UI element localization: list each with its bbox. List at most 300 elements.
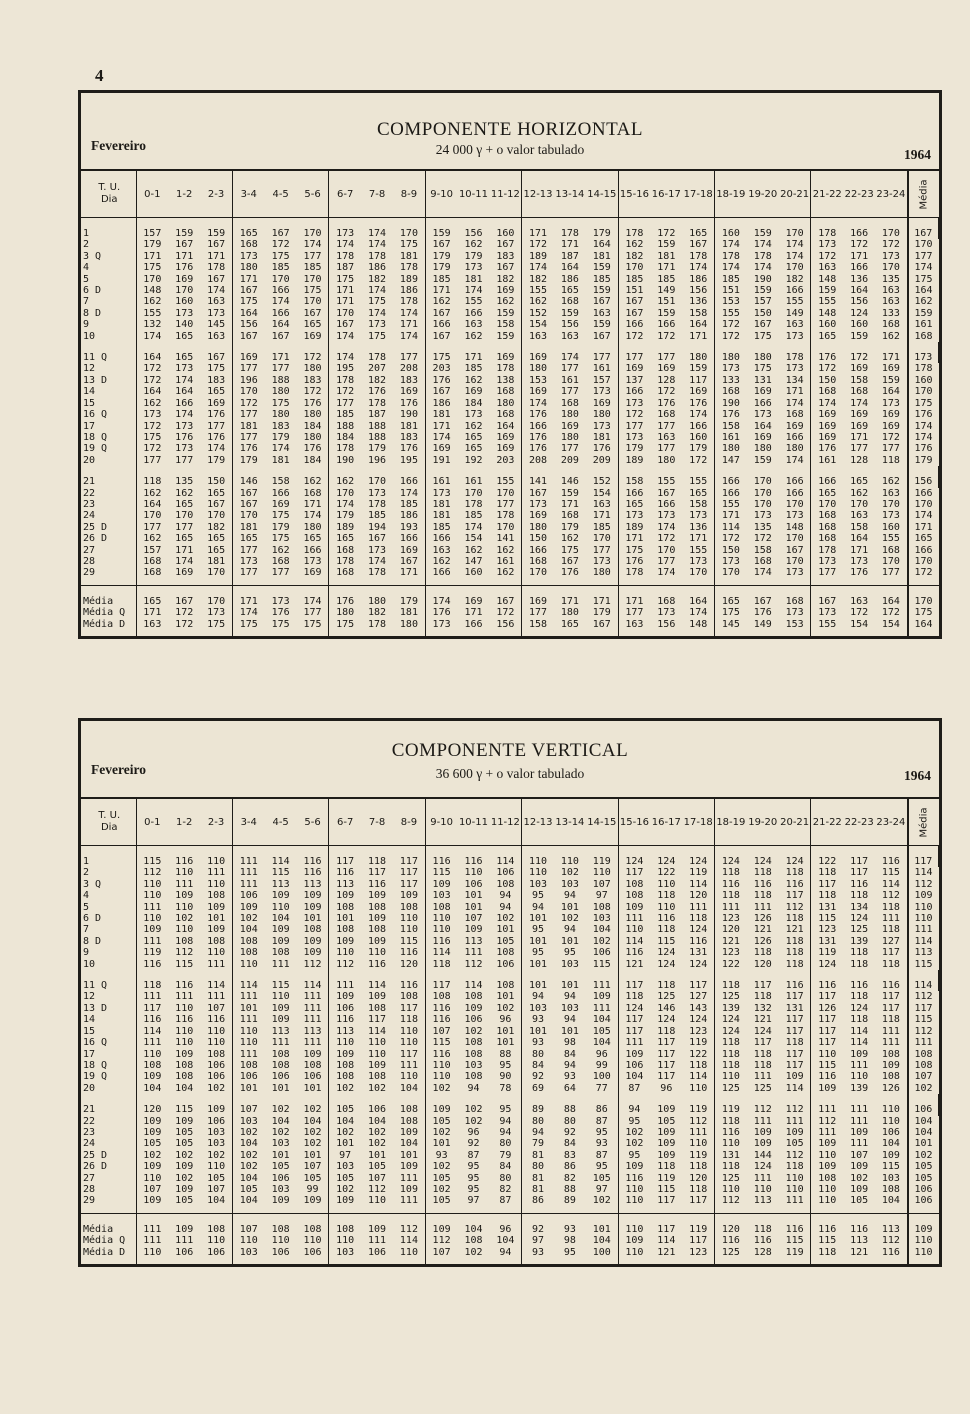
value-cell: 154	[528, 319, 548, 331]
value-cell: 175	[297, 619, 329, 636]
value-cell: 109	[143, 1115, 162, 1127]
hour-header: 15-16	[618, 171, 650, 218]
value-cell: 159	[200, 218, 232, 240]
day-label: 22	[81, 1116, 136, 1127]
value-cell: 163	[200, 296, 232, 307]
hour-header: 5-6	[297, 799, 329, 846]
daily-mean-cell: 175	[908, 274, 939, 285]
day-row	[81, 432, 939, 443]
value-cell: 175	[560, 544, 579, 556]
value-cell: 103	[881, 1172, 900, 1184]
value-cell: 118	[753, 890, 772, 902]
value-cell: 144	[753, 1149, 772, 1161]
value-cell: 111	[625, 913, 644, 925]
value-cell: 176	[271, 607, 290, 619]
value-cell: 160	[175, 296, 194, 308]
value-cell: 173	[368, 544, 387, 556]
value-cell: 180	[721, 352, 740, 364]
value-cell: 170	[297, 274, 329, 285]
value-cell: 118	[753, 1048, 772, 1060]
daily-mean-cell: 170	[908, 386, 939, 397]
value-cell: 110	[271, 1235, 290, 1247]
value-cell: 111	[850, 1059, 869, 1071]
value-cell: 110	[721, 1138, 740, 1150]
value-cell: 118	[850, 1014, 869, 1026]
value-cell: 108	[200, 936, 232, 947]
day-row	[81, 1150, 939, 1161]
value-cell: 189	[625, 454, 644, 466]
value-cell: 132	[753, 1002, 772, 1014]
day-row	[81, 1083, 939, 1094]
day-label: 11 Q	[81, 970, 136, 991]
value-cell: 115	[657, 935, 676, 947]
value-cell: 174	[336, 239, 355, 251]
value-cell: 173	[586, 386, 618, 397]
value-cell: 116	[143, 958, 162, 970]
value-cell: 177	[881, 443, 900, 455]
value-cell: 113	[875, 1213, 907, 1235]
value-cell: 101	[239, 1002, 258, 1014]
value-cell: 174	[818, 397, 837, 409]
value-cell: 175	[200, 363, 232, 374]
value-cell: 167	[239, 498, 258, 510]
value-cell: 177	[818, 567, 837, 579]
value-cell: 95	[467, 1172, 480, 1184]
value-cell: 163	[881, 487, 900, 499]
value-cell: 110	[881, 1115, 900, 1127]
value-cell: 176	[297, 398, 329, 409]
value-cell: 107	[143, 1183, 162, 1195]
value-cell: 177	[490, 499, 522, 510]
value-cell: 173	[143, 409, 162, 421]
value-cell: 118	[779, 1161, 811, 1172]
value-cell: 159	[586, 285, 618, 296]
value-cell: 154	[464, 533, 483, 545]
day-row	[81, 556, 939, 567]
value-cell: 109	[850, 1183, 869, 1195]
value-cell: 159	[682, 363, 714, 374]
data-grid	[81, 171, 939, 636]
value-cell: 115	[779, 1235, 811, 1246]
value-cell: 104	[336, 1115, 355, 1127]
value-cell: 108	[464, 1235, 483, 1247]
value-cell: 102	[560, 867, 579, 879]
value-cell: 167	[368, 533, 387, 545]
value-cell: 105	[432, 1172, 451, 1184]
value-cell: 174	[239, 607, 258, 619]
value-cell: 174	[657, 521, 676, 533]
value-cell: 178	[818, 544, 837, 556]
value-cell: 184	[336, 431, 355, 443]
value-cell: 158	[850, 521, 869, 533]
hour-header: 1-2	[168, 799, 200, 846]
value-cell: 169	[297, 331, 329, 342]
value-cell: 180	[753, 443, 772, 455]
value-cell: 118	[721, 867, 740, 879]
value-cell: 112	[464, 958, 483, 970]
value-cell: 184	[464, 397, 483, 409]
value-cell: 109	[432, 1104, 451, 1116]
value-cell: 119	[721, 1104, 740, 1116]
day-row	[81, 902, 939, 913]
value-cell: 177	[239, 431, 258, 443]
year-label: 1964	[904, 768, 931, 783]
value-cell: 134	[850, 901, 869, 913]
value-cell: 107	[232, 1213, 264, 1235]
horizontal-component-table	[78, 90, 942, 639]
value-cell: 118	[657, 890, 676, 902]
value-cell: 84	[563, 1048, 576, 1060]
value-cell: 101	[271, 1149, 290, 1161]
value-cell: 109	[297, 902, 329, 913]
value-cell: 167	[271, 228, 290, 239]
value-cell: 118	[393, 1014, 425, 1025]
value-cell: 118	[721, 1161, 740, 1173]
value-cell: 105	[368, 1161, 387, 1173]
value-cell: 116	[753, 878, 772, 890]
value-cell: 105	[586, 1026, 618, 1037]
value-cell: 102	[432, 1183, 451, 1195]
value-cell: 118	[753, 947, 772, 959]
value-cell: 164	[850, 285, 869, 297]
value-cell: 147	[721, 454, 740, 466]
value-cell: 101	[528, 980, 548, 992]
value-cell: 109	[464, 1002, 483, 1014]
value-cell: 176	[657, 397, 676, 409]
value-cell: 161	[818, 454, 837, 466]
value-cell: 155	[779, 296, 811, 307]
day-label: 26 D	[81, 533, 136, 544]
daily-mean-cell: 113	[908, 947, 939, 958]
value-cell: 108	[200, 1049, 232, 1060]
value-cell: 102	[368, 1138, 387, 1150]
value-cell: 106	[200, 1116, 232, 1127]
value-cell: 111	[625, 1037, 644, 1049]
value-cell: 111	[850, 1104, 869, 1116]
value-cell: 179	[200, 455, 232, 466]
value-cell: 165	[175, 498, 194, 510]
value-cell: 115	[271, 867, 290, 879]
day-row	[81, 970, 939, 991]
value-cell: 174	[368, 555, 387, 567]
value-cell: 109	[779, 1071, 811, 1082]
value-cell: 111	[753, 1071, 772, 1083]
value-cell: 109	[425, 1213, 457, 1235]
value-cell: 167	[336, 319, 355, 331]
value-cell: 111	[682, 902, 714, 913]
daily-mean-cell: 176	[908, 443, 939, 454]
value-cell: 115	[432, 1037, 451, 1049]
value-cell: 101	[490, 1037, 522, 1048]
value-cell: 94	[531, 901, 545, 913]
value-cell: 105	[336, 1104, 355, 1116]
value-cell: 163	[464, 319, 483, 331]
table-subtitle: 24 000 γ + o valor tabulado	[435, 142, 585, 157]
value-cell: 110	[175, 1037, 194, 1049]
value-cell: 105	[586, 1173, 618, 1184]
value-cell: 134	[779, 375, 811, 386]
value-cell: 109	[143, 1161, 162, 1173]
day-label: 7	[81, 924, 136, 935]
value-cell: 163	[143, 618, 162, 630]
value-cell: 105	[779, 1138, 811, 1149]
value-cell: 186	[560, 273, 579, 285]
value-cell: 117	[682, 1195, 714, 1213]
value-cell: 114	[297, 970, 329, 991]
value-cell: 109	[271, 935, 290, 947]
value-cell: 169	[560, 420, 579, 432]
value-cell: 108	[143, 1059, 162, 1071]
value-cell: 107	[432, 1025, 451, 1037]
value-cell: 111	[143, 1037, 162, 1049]
value-cell: 113	[464, 935, 483, 947]
value-cell: 119	[818, 947, 837, 959]
value-cell: 170	[779, 262, 811, 273]
value-cell: 182	[490, 274, 522, 285]
value-cell: 107	[368, 1172, 387, 1184]
value-cell: 108	[625, 878, 644, 890]
day-row	[81, 319, 939, 330]
value-cell: 175	[143, 262, 162, 274]
value-cell: 179	[464, 250, 483, 262]
mean-row	[81, 585, 939, 607]
value-cell: 165	[464, 431, 483, 443]
value-cell: 168	[560, 510, 579, 522]
day-label: 27	[81, 545, 136, 556]
value-cell: 98	[563, 1037, 576, 1049]
value-cell: 124	[682, 846, 714, 868]
value-cell: 109	[881, 1059, 900, 1071]
value-cell: 113	[271, 1025, 290, 1037]
value-cell: 104	[457, 1213, 489, 1235]
value-cell: 169	[818, 420, 837, 432]
value-cell: 162	[143, 533, 162, 545]
value-cell: 189	[528, 250, 548, 262]
value-cell: 125	[721, 1172, 740, 1184]
value-cell: 111	[881, 1037, 900, 1049]
value-cell: 178	[336, 555, 355, 567]
value-cell: 115	[143, 856, 162, 867]
day-label: 3 Q	[81, 879, 136, 890]
value-cell: 176	[329, 585, 361, 607]
value-cell: 182	[368, 374, 387, 386]
value-cell: 178	[560, 228, 579, 239]
value-cell: 108	[271, 1059, 290, 1071]
value-cell: 175	[239, 618, 258, 630]
value-cell: 82	[490, 1184, 522, 1195]
value-cell: 162	[625, 239, 644, 251]
value-cell: 110	[175, 924, 194, 936]
day-label: 6 D	[81, 285, 136, 296]
value-cell: 110	[779, 1173, 811, 1184]
value-cell: 173	[657, 510, 676, 522]
value-cell: 171	[586, 585, 618, 607]
value-cell: 116	[811, 1213, 843, 1235]
value-cell: 177	[393, 342, 425, 363]
value-cell: 176	[393, 443, 425, 454]
value-cell: 114	[779, 1083, 811, 1094]
value-cell: 113	[850, 1235, 869, 1247]
day-row	[81, 1184, 939, 1195]
value-cell: 94	[490, 1127, 522, 1138]
value-cell: 166	[432, 533, 451, 545]
value-cell: 113	[271, 878, 290, 890]
value-cell: 114	[368, 980, 387, 992]
value-cell: 170	[200, 567, 232, 585]
value-cell: 108	[336, 1059, 355, 1071]
value-cell: 166	[464, 618, 483, 630]
value-cell: 172	[143, 363, 162, 375]
value-cell: 111	[239, 867, 258, 879]
value-cell: 101	[560, 1025, 579, 1037]
day-label: 11 Q	[81, 342, 136, 363]
value-cell: 165	[818, 487, 837, 499]
day-row	[81, 1003, 939, 1014]
value-cell: 180	[271, 409, 290, 421]
value-cell: 163	[586, 499, 618, 510]
value-cell: 118	[682, 1161, 714, 1172]
value-cell: 131	[818, 901, 837, 913]
value-cell: 105	[175, 1195, 194, 1207]
value-cell: 101	[464, 901, 483, 913]
value-cell: 112	[779, 1094, 811, 1115]
value-cell: 114	[368, 1025, 387, 1037]
value-cell: 174	[368, 285, 387, 297]
value-cell: 172	[657, 533, 676, 545]
value-cell: 101	[528, 1025, 548, 1037]
value-cell: 150	[200, 466, 232, 487]
value-cell: 209	[560, 454, 579, 466]
value-cell: 176	[175, 262, 194, 274]
daily-mean-cell: 174	[908, 421, 939, 432]
day-label: 8 D	[81, 308, 136, 319]
value-cell: 185	[297, 262, 329, 273]
value-cell: 95	[531, 890, 545, 902]
value-cell: 131	[779, 1003, 811, 1014]
value-cell: 171	[554, 585, 586, 607]
value-cell: 109	[393, 1161, 425, 1172]
value-cell: 111	[200, 959, 232, 970]
value-cell: 169	[490, 443, 522, 454]
value-cell: 177	[200, 421, 232, 432]
value-cell: 167	[200, 342, 232, 363]
value-cell: 117	[368, 867, 387, 879]
value-cell: 115	[657, 1183, 676, 1195]
value-cell: 173	[432, 618, 451, 630]
value-cell: 110	[393, 924, 425, 935]
value-cell: 111	[779, 1195, 811, 1213]
value-cell: 112	[818, 1115, 837, 1127]
value-cell: 170	[881, 555, 900, 567]
value-cell: 111	[818, 1126, 837, 1138]
value-cell: 136	[682, 522, 714, 533]
value-cell: 182	[368, 273, 387, 285]
value-cell: 112	[881, 890, 900, 902]
value-cell: 175	[271, 510, 290, 522]
value-cell: 108	[265, 1213, 297, 1235]
value-cell: 110	[657, 901, 676, 913]
value-cell: 109	[297, 890, 329, 901]
day-label: 21	[81, 466, 136, 487]
daily-mean-cell: 166	[908, 545, 939, 556]
value-cell: 162	[143, 487, 162, 499]
value-cell: 116	[657, 913, 676, 925]
value-cell: 162	[143, 397, 162, 409]
value-cell: 125	[721, 1082, 740, 1094]
value-cell: 104	[881, 1195, 900, 1207]
value-cell: 118	[721, 1059, 740, 1071]
value-cell: 116	[779, 970, 811, 991]
value-cell: 93	[531, 1246, 545, 1258]
value-cell: 86	[531, 1195, 545, 1207]
value-cell: 173	[779, 363, 811, 374]
value-cell: 171	[850, 250, 869, 262]
day-label: 2	[81, 239, 136, 250]
value-cell: 165	[200, 386, 232, 397]
value-cell: 105	[175, 1126, 194, 1138]
value-cell: 179	[393, 585, 425, 607]
hour-header: 23-24	[875, 171, 907, 218]
value-cell: 103	[464, 1059, 483, 1071]
value-cell: 99	[586, 1060, 618, 1071]
daily-mean-cell: 105	[908, 1173, 939, 1184]
value-cell: 118	[850, 947, 869, 959]
value-cell: 140	[175, 319, 194, 331]
value-cell: 110	[143, 1048, 162, 1060]
value-cell: 104	[586, 1037, 618, 1048]
value-cell: 187	[368, 409, 387, 421]
value-cell: 174	[200, 443, 232, 454]
value-cell: 97	[586, 890, 618, 901]
value-cell: 174	[682, 262, 714, 273]
value-cell: 110	[625, 1246, 644, 1258]
value-cell: 111	[393, 1060, 425, 1071]
hour-header: 10-11	[457, 799, 489, 846]
value-cell: 182	[528, 273, 548, 285]
value-cell: 106	[464, 878, 483, 890]
value-cell: 181	[432, 510, 451, 522]
value-cell: 187	[560, 250, 579, 262]
hour-header: 22-23	[843, 171, 875, 218]
value-cell: 124	[779, 846, 811, 868]
day-label: 19 Q	[81, 1071, 136, 1082]
value-cell: 167	[271, 330, 290, 342]
value-cell: 111	[297, 1014, 329, 1025]
value-cell: 111	[271, 958, 290, 970]
daily-mean-cell: 159	[908, 308, 939, 319]
value-cell: 178	[625, 228, 644, 239]
value-cell: 103	[271, 1138, 290, 1150]
value-cell: 114	[143, 1025, 162, 1037]
value-cell: 110	[336, 947, 355, 959]
value-cell: 177	[850, 443, 869, 455]
month-label: Fevereiro	[91, 138, 146, 153]
value-cell: 109	[336, 890, 355, 902]
value-cell: 118	[818, 1246, 837, 1258]
value-cell: 150	[753, 307, 772, 319]
value-cell: 166	[393, 466, 425, 487]
value-cell: 115	[586, 959, 618, 970]
value-cell: 118	[818, 867, 837, 879]
value-cell: 105	[657, 1115, 676, 1127]
value-cell: 161	[490, 556, 522, 567]
value-cell: 173	[239, 250, 258, 262]
hour-header: 13-14	[554, 799, 586, 846]
value-cell: 101	[528, 958, 548, 970]
value-cell: 176	[239, 443, 258, 455]
daily-mean-cell: 167	[908, 218, 939, 240]
value-cell: 104	[239, 1172, 258, 1184]
